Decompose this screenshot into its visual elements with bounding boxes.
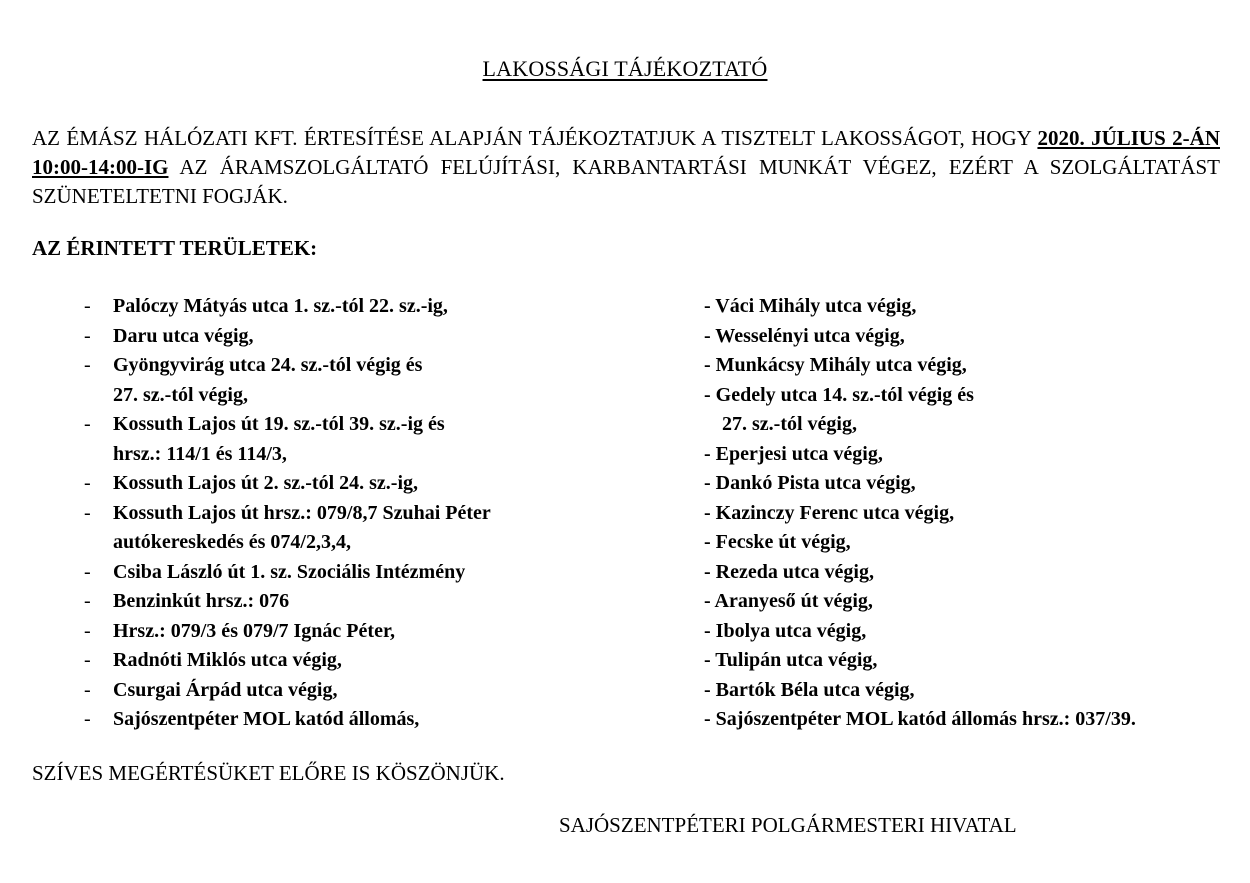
list-dash: - — [84, 324, 91, 347]
affected-areas-heading: AZ ÉRINTETT TERÜLETEK: — [32, 236, 318, 260]
list-item-continuation — [84, 440, 491, 470]
list-item: - Munkácsy Mihály utca végig, — [704, 354, 967, 376]
list-item — [84, 705, 491, 735]
list-item — [84, 322, 491, 352]
list-item — [84, 499, 491, 529]
list-item-text: Benzinkút hrsz.: 076 — [113, 590, 290, 612]
list-item: - Bartók Béla utca végig, — [704, 678, 915, 701]
outage-date: 2020. JÚLIUS 2-ÁN 10:00-14:00-IG — [32, 126, 1220, 179]
list-item: - Dankó Pista utca végig, — [704, 472, 916, 494]
list-item: - Wesselényi utca végig, — [704, 324, 905, 347]
page-title: LAKOSSÁGI TÁJÉKOZTATÓ — [482, 56, 768, 81]
list-item-text: Gyöngyvirág utca 24. sz.-tól végig és — [113, 354, 423, 376]
list-item: - Tulipán utca végig, — [704, 649, 878, 671]
list-item-text: Daru utca végig, — [113, 324, 254, 347]
list-dash: - — [84, 619, 91, 642]
list-item-text: Kossuth Lajos út hrsz.: 079/8,7 Szuhai Péter — [113, 501, 491, 524]
affected-areas-left-column — [84, 292, 491, 735]
list-item — [84, 558, 491, 588]
list-dash: - — [84, 413, 91, 435]
list-item: - Kazinczy Ferenc utca végig, — [704, 501, 955, 524]
list-item: - Gedely utca 14. sz.-tól végig és — [704, 383, 974, 406]
list-dash: - — [84, 472, 91, 494]
list-item-text: 27. sz.-tól végig, — [113, 383, 248, 406]
list-item-text: Kossuth Lajos út 19. sz.-tól 39. sz.-ig és — [113, 413, 445, 435]
list-item — [84, 617, 491, 647]
list-item-text: Csurgai Árpád utca végig, — [113, 678, 338, 701]
list-dash — [84, 381, 113, 411]
list-item-text: hrsz.: 114/1 és 114/3, — [113, 442, 287, 465]
list-item-text: Kossuth Lajos út 2. sz.-tól 24. sz.-ig, — [113, 472, 419, 494]
list-dash: - — [84, 708, 91, 730]
list-item-continuation — [84, 381, 491, 411]
intro-paragraph — [32, 124, 1220, 211]
list-item: - Fecske út végig, — [704, 531, 851, 553]
list-dash: - — [84, 649, 91, 671]
list-item-text: Csiba László út 1. sz. Szociális Intézmény — [113, 560, 466, 583]
list-item — [84, 469, 491, 499]
list-dash: - — [84, 354, 91, 376]
list-dash: - — [84, 560, 91, 583]
list-item: - Ibolya utca végig, — [704, 619, 867, 642]
list-item — [84, 646, 491, 676]
list-dash — [84, 528, 113, 558]
list-item-continuation: 27. sz.-tól végig, — [722, 413, 857, 435]
list-item: - Rezeda utca végig, — [704, 560, 874, 583]
list-item-text: Radnóti Miklós utca végig, — [113, 649, 342, 671]
list-item — [84, 292, 491, 322]
list-item-text: Sajószentpéter MOL katód állomás, — [113, 708, 420, 730]
list-item — [84, 410, 491, 440]
list-dash: - — [84, 678, 91, 701]
intro-text-before: AZ ÉMÁSZ HÁLÓZATI KFT. ÉRTESÍTÉSE ALAPJÁN TÁJÉKOZTATJUK A TISZTELT LAKOSSÁGOT, HOGY — [32, 126, 1038, 150]
list-item: - Aranyeső út végig, — [704, 590, 873, 612]
list-item: - Eperjesi utca végig, — [704, 442, 883, 465]
list-dash — [84, 440, 113, 470]
list-item-text: autókereskedés és 074/2,3,4, — [113, 531, 351, 553]
intro-text-after: AZ ÁRAMSZOLGÁLTATÓ FELÚJÍTÁSI, KARBANTARTÁSI MUNKÁT VÉGEZ, EZÉRT A SZOLGÁLTATÁST SZÜNETELTETNI FOGJÁK. — [32, 155, 1220, 208]
list-dash: - — [84, 501, 91, 524]
list-item — [84, 587, 491, 617]
list-item — [84, 351, 491, 381]
list-item: - Váci Mihály utca végig, — [704, 295, 917, 317]
list-item: - Sajószentpéter MOL katód állomás hrsz.: 037/39. — [704, 708, 1136, 730]
list-item-text: Hrsz.: 079/3 és 079/7 Ignác Péter, — [113, 619, 395, 642]
list-dash: - — [84, 295, 91, 317]
list-dash: - — [84, 590, 91, 612]
affected-areas-right-column — [704, 292, 1136, 735]
list-item-continuation — [84, 528, 491, 558]
signature: SAJÓSZENTPÉTERI POLGÁRMESTERI HIVATAL — [559, 813, 1017, 837]
list-item-text: Palóczy Mátyás utca 1. sz.-tól 22. sz.-ig, — [113, 295, 448, 317]
closing-text: SZÍVES MEGÉRTÉSÜKET ELŐRE IS KÖSZÖNJÜK. — [32, 761, 505, 785]
list-item — [84, 676, 491, 706]
